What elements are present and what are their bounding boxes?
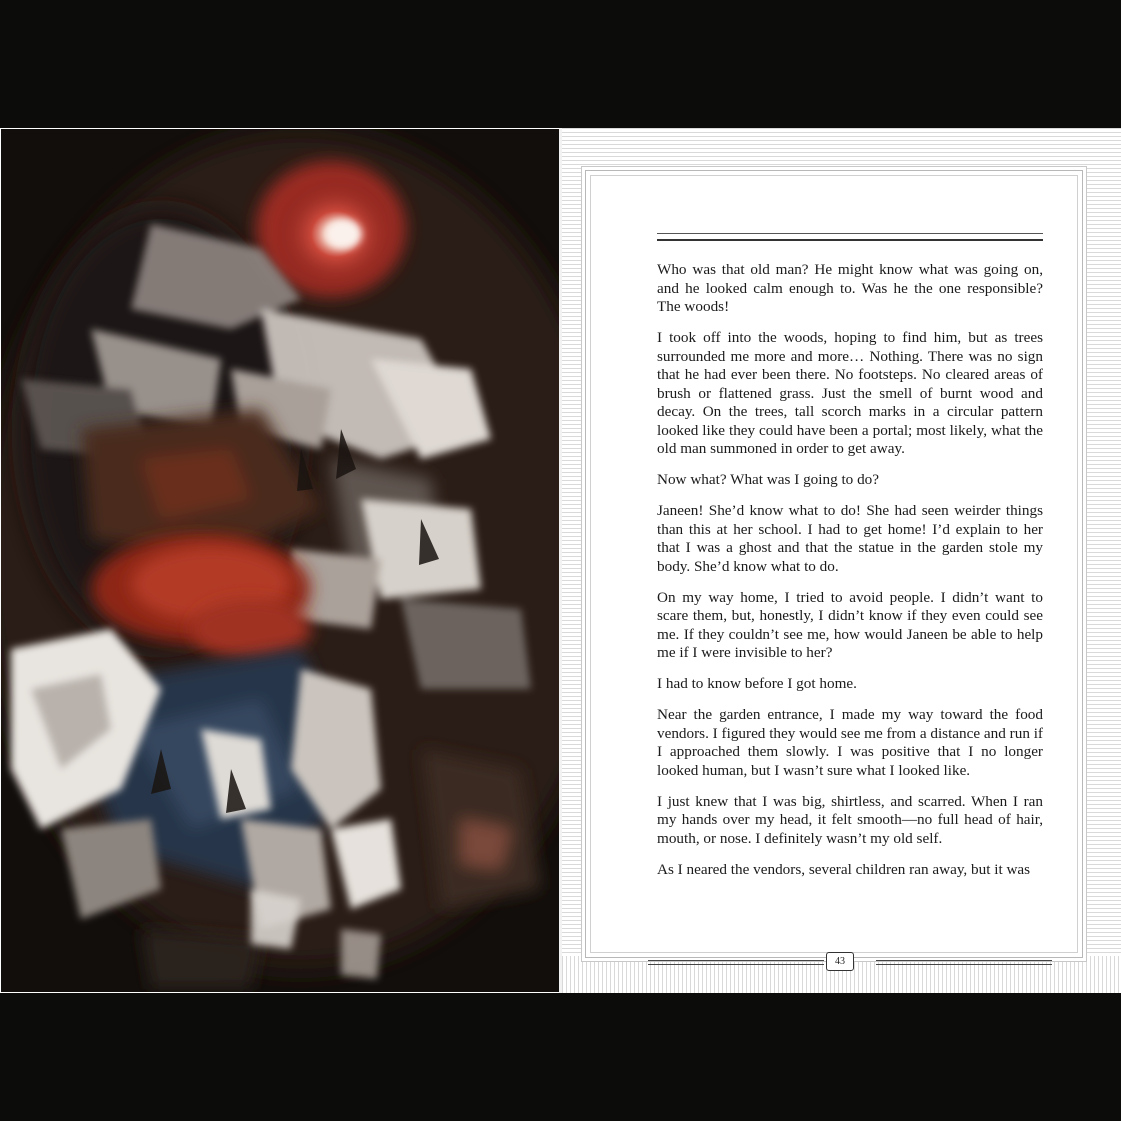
illustration-painting [1, 129, 559, 992]
footer-rule-left [648, 960, 824, 965]
paragraph: On my way home, I tried to avoid people. I didn’t want to scare them, but, honestly, I didn’t know if they even could see me. If they couldn’t see me, how would Janeen be able to help me if I were invisible to her? [657, 588, 1043, 661]
paragraph: As I neared the vendors, several children ran away, but it was [657, 860, 1031, 878]
paragraph: I just knew that I was big, shirtless, and scarred. When I ran my hands over my head, it felt smooth—no full head of hair, mouth, or nose. I definitely wasn’t my old self. [657, 792, 1043, 847]
header-rule [657, 233, 1043, 241]
paragraph: I took off into the woods, hoping to find him, but as trees surrounded me more and more… Nothing. There was no sign that he had ever been there. No footsteps. No cleared areas of brush or flattened grass. Just the smell of burnt wood and decay. On the trees, tall scorch marks in a circular pattern looked like they could have been a portal; most likely, what the old man summoned in order to get away. [657, 329, 1043, 457]
page-frame [585, 170, 1083, 967]
page-number: 43 [826, 952, 854, 971]
paragraph: Janeen! She’d know what to do! She had seen weirder things than this at her school. I had to get home! I’d explain to her that I was a ghost and that the statue in the garden stole my body. She’d know what to do. [657, 502, 1043, 575]
book-spread [0, 128, 1121, 993]
footer-rule-right [876, 960, 1052, 965]
paragraph: Near the garden entrance, I made my way toward the food vendors. I figured they would see me from a distance and run if I approached them slowly. I was positive that I no longer looked human, but I wasn’t sure what I looked like. [657, 706, 1043, 779]
text-page [562, 128, 1121, 993]
paragraph: I had to know before I got home. [657, 675, 857, 692]
painting-artwork [1, 129, 559, 992]
paragraph: Now what? What was I going to do? [657, 471, 879, 488]
page-footer [648, 951, 1052, 973]
paragraph: Who was that old man? He might know what was going on, and he looked calm enough to. Was he the one responsible? The woods! [657, 261, 1043, 315]
body-text [657, 261, 1043, 892]
